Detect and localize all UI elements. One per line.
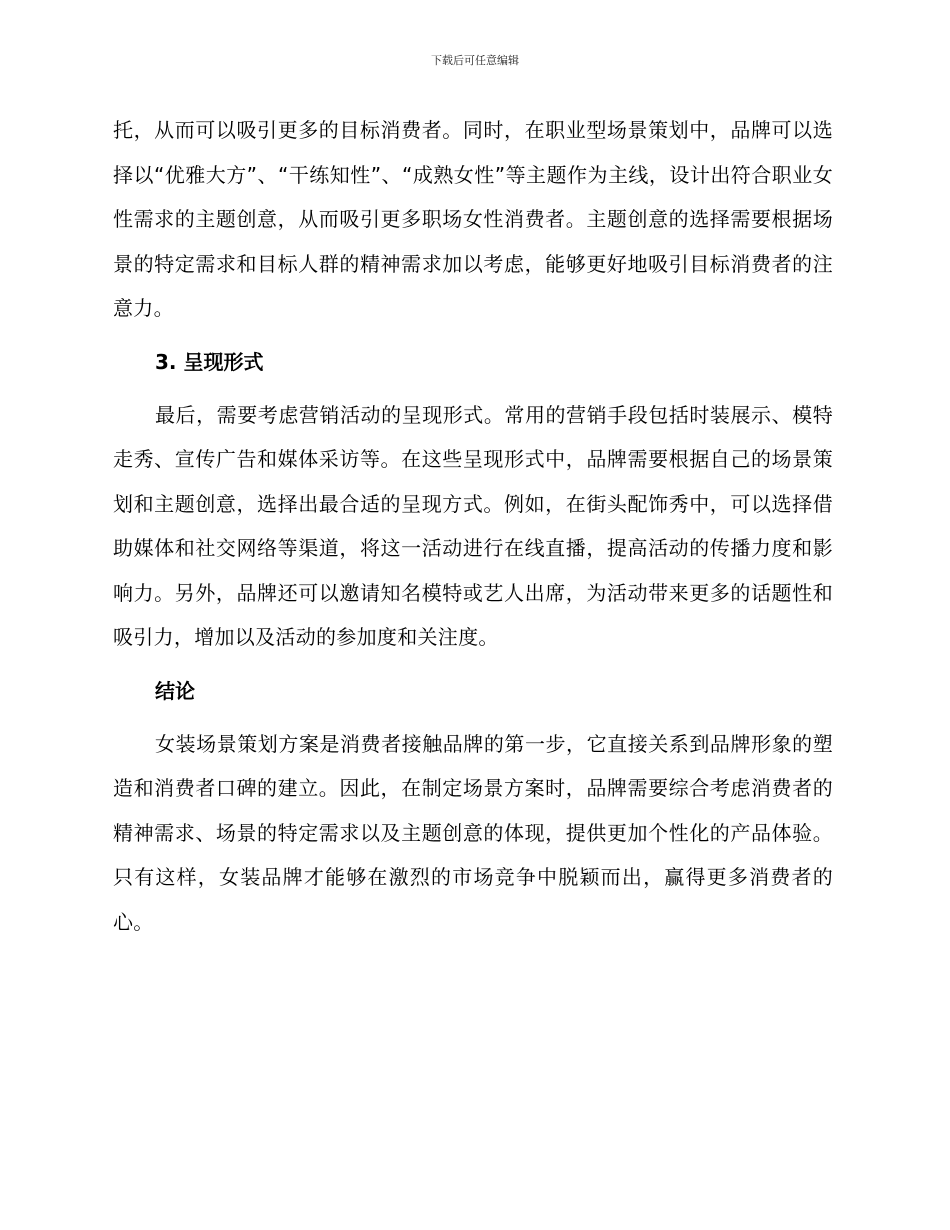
section-heading-presentation: 3. 呈现形式 <box>155 349 264 374</box>
page-header-note: 下载后可任意编辑 <box>431 54 519 67</box>
paragraph-presentation: 最后，需要考虑营销活动的呈现形式。常用的营销手段包括时装展示、模特走秀、宣传广告和媒体采访等。在这些呈现形式中，品牌需要根据自己的场景策划和主题创意，选择出最合适的呈现方式。例如，在街头配饰秀中，可以选择借助媒体和社交网络等渠道，将这一活动进行在线直播，提高活动的传播力度和影响力。另外，品牌还可以邀请知名模特或艺人出席，为活动带来更多的话题性和吸引力，增加以及活动的参加度和关注度。 <box>113 402 833 649</box>
document-body <box>113 108 833 944</box>
paragraph-intro: 托，从而可以吸引更多的目标消费者。同时，在职业型场景策划中，品牌可以选择以“优雅大方”、“干练知性”、“成熟女性”等主题作为主线，设计出符合职业女性需求的主题创意，从而吸引更多职场女性消费者。主题创意的选择需要根据场景的特定需求和目标人群的精神需求加以考虑，能够更好地吸引目标消费者的注意力。 <box>113 118 833 320</box>
section-heading-conclusion: 结论 <box>155 678 195 703</box>
paragraph-conclusion: 女装场景策划方案是消费者接触品牌的第一步，它直接关系到品牌形象的塑造和消费者口碑的建立。因此，在制定场景方案时，品牌需要综合考虑消费者的精神需求、场景的特定需求以及主题创意的体现，提供更加个性化的产品体验。只有这样，女装品牌才能够在激烈的市场竞争中脱颖而出，赢得更多消费者的心。 <box>113 731 833 934</box>
